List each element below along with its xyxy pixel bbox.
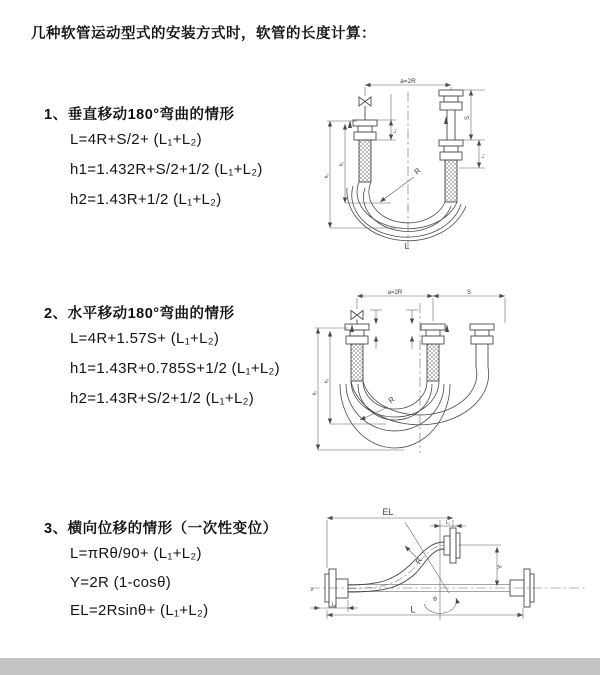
radius-label: R: [413, 556, 424, 566]
section-3-formula-L: L=πRθ/90+ (L₁+L₂): [70, 545, 202, 562]
valve-icon: [359, 97, 371, 120]
dim-label-y: Y: [497, 564, 504, 570]
left-flange: [353, 120, 377, 140]
radius-label: R: [386, 394, 397, 406]
dim-label-s: S: [465, 115, 471, 121]
dimension-lines: [327, 85, 485, 228]
dim-label-l1-right: L₁: [480, 153, 485, 159]
diagram-lateral-displacement: [298, 500, 598, 652]
section-3-heading: 3、横向位移的情形（一次性变位）: [44, 521, 278, 537]
dim-label-s: S: [466, 290, 472, 296]
radius-label: R: [412, 165, 423, 177]
section-1-heading: 1、垂直移动180°弯曲的情形: [44, 107, 235, 123]
section-1-formula-h2: h2=1.43R+1/2 (L₁+L₂): [70, 191, 222, 208]
dim-label-l1-bottom: L₁: [331, 602, 337, 608]
section-3-formula-EL: EL=2Rsinθ+ (L₁+L₂): [70, 602, 209, 619]
dim-label-a2r: a=2R: [387, 290, 403, 296]
dim-label-a2r: a=2R: [400, 78, 416, 85]
right-flange-top: [439, 90, 463, 110]
hose-bottom-edge: [348, 549, 444, 592]
middle-flange: [421, 324, 445, 344]
right-flange: [470, 324, 494, 344]
section-2-formula-h1: h1=1.43R+0.785S+1/2 (L₁+L₂): [70, 360, 280, 377]
dim-label-el: EL: [382, 507, 394, 517]
section-1-formula-h1: h1=1.432R+S/2+1/2 (L₁+L₂): [70, 161, 263, 178]
theta-label: θ: [433, 596, 437, 603]
diagram-labels: [312, 290, 471, 405]
right-flange-mid: [439, 140, 463, 160]
left-flange: [345, 324, 369, 344]
page-bottom-margin: [0, 658, 600, 675]
section-1-formula-L: L=4R+S/2+ (L₁+L₂): [70, 131, 202, 148]
dim-label-h1: h₁: [324, 378, 330, 384]
page-title: 几种软管运动型式的安装方式时，软管的长度计算：: [31, 26, 376, 42]
diagram-labels: [324, 78, 485, 251]
movement-arrow-left: [350, 324, 354, 332]
upper-right-flange: [444, 528, 460, 563]
hose-top-edge: [348, 542, 444, 585]
section-2-heading: 2、水平移动180°弯曲的情形: [44, 306, 235, 322]
dimension-lines: [310, 518, 523, 620]
valve-icon: [351, 311, 363, 325]
movement-arrow-middle: [445, 324, 449, 332]
section-2-formula-L: L=4R+1.57S+ (L₁+L₂): [70, 330, 220, 347]
braided-hose-left: [351, 344, 363, 381]
diagram-vertical-180-bend: [303, 76, 503, 256]
section-3-formula-Y: Y=2R (1-cosθ): [70, 574, 172, 591]
diagram-horizontal-180-bend: [306, 283, 520, 463]
dim-label-l: L: [410, 604, 416, 615]
dim-label-h1: h₁: [339, 161, 345, 167]
centerline-break-mark: z: [310, 587, 314, 593]
hose-assembly: [347, 90, 466, 241]
section-2-formula-h2: h2=1.43R+S/2+1/2 (L₁+L₂): [70, 390, 255, 407]
dim-label-l1-left: L₁: [392, 128, 397, 134]
hose-centerline: [348, 546, 444, 589]
dim-label-h2: h₂: [324, 173, 330, 179]
hose-assembly: [340, 311, 494, 448]
length-label: L: [404, 241, 410, 251]
dim-label-h2: h₂: [312, 390, 318, 396]
braided-hose-left: [359, 140, 371, 182]
braided-hose-right: [445, 160, 457, 202]
dim-label-l1-top: L₁: [445, 520, 451, 526]
braided-hose-middle: [427, 344, 439, 381]
